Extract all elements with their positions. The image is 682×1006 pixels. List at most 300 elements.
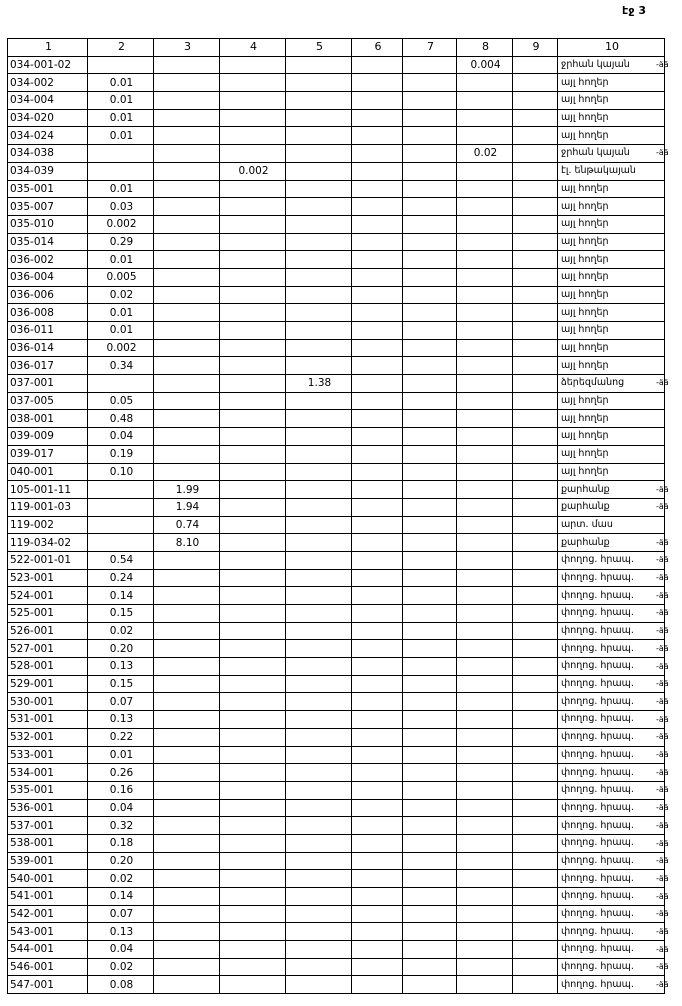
area-cell: [286, 481, 352, 499]
area-cell: [352, 375, 403, 393]
area-cell: [220, 56, 286, 74]
area-cell: [457, 74, 513, 92]
area-cell: [403, 286, 457, 304]
area-cell: [352, 286, 403, 304]
area-cell: [220, 304, 286, 322]
area-cell: [457, 728, 513, 746]
land-use-cell: փողոց. հրապ.: [558, 764, 665, 782]
area-cell: [220, 145, 286, 163]
area-cell: [286, 268, 352, 286]
area-cell: [513, 268, 558, 286]
area-cell: [220, 498, 286, 516]
land-use-cell: այլ հողեր: [558, 322, 665, 340]
area-cell: [220, 286, 286, 304]
area-cell: [403, 976, 457, 994]
area-cell: [154, 74, 220, 92]
area-cell: [286, 693, 352, 711]
land-use-cell: փողոց. հրապ.: [558, 923, 665, 941]
area-cell: [457, 251, 513, 269]
area-cell: [88, 162, 154, 180]
parcel-code-cell: 105-001-11: [8, 481, 88, 499]
area-cell: [286, 551, 352, 569]
area-cell: [403, 746, 457, 764]
area-cell: [154, 251, 220, 269]
area-cell: [457, 162, 513, 180]
land-use-cell: էլ. ենթակայան: [558, 162, 665, 180]
area-cell: [513, 923, 558, 941]
area-cell: [457, 481, 513, 499]
area-cell: 0.10: [88, 463, 154, 481]
land-use-cell: փողոց. հրապ.: [558, 781, 665, 799]
table-row: [8, 640, 665, 658]
area-cell: [286, 109, 352, 127]
area-cell: [220, 268, 286, 286]
land-use-cell: փողոց. հրապ.: [558, 551, 665, 569]
table-row: [8, 463, 665, 481]
area-cell: [457, 799, 513, 817]
area-cell: 0.01: [88, 180, 154, 198]
area-cell: [352, 905, 403, 923]
area-cell: [352, 516, 403, 534]
area-cell: [513, 852, 558, 870]
margin-mark: -ää: [656, 785, 669, 795]
area-cell: [154, 658, 220, 676]
area-cell: [352, 781, 403, 799]
table-row: [8, 481, 665, 499]
area-cell: [220, 923, 286, 941]
area-cell: [457, 286, 513, 304]
margin-mark: -ää: [656, 643, 669, 653]
area-cell: [154, 162, 220, 180]
area-cell: [286, 976, 352, 994]
parcel-code-cell: 536-001: [8, 799, 88, 817]
area-cell: [352, 428, 403, 446]
parcel-code-cell: 526-001: [8, 622, 88, 640]
area-cell: [403, 392, 457, 410]
table-row: [8, 145, 665, 163]
area-cell: [403, 498, 457, 516]
area-cell: [352, 834, 403, 852]
area-cell: [286, 127, 352, 145]
parcel-code-cell: 119-002: [8, 516, 88, 534]
area-cell: [154, 357, 220, 375]
area-cell: [286, 640, 352, 658]
area-cell: [154, 233, 220, 251]
land-use-cell: փողոց. հրապ.: [558, 834, 665, 852]
area-cell: [403, 481, 457, 499]
area-cell: [513, 428, 558, 446]
area-cell: [403, 251, 457, 269]
parcel-code-cell: 036-011: [8, 322, 88, 340]
area-cell: [403, 162, 457, 180]
parcel-code-cell: 527-001: [8, 640, 88, 658]
area-cell: [513, 799, 558, 817]
area-cell: [513, 481, 558, 499]
land-use-cell: փողոց. հրապ.: [558, 817, 665, 835]
area-cell: [286, 392, 352, 410]
area-cell: [88, 481, 154, 499]
area-cell: [513, 233, 558, 251]
area-cell: [513, 640, 558, 658]
area-cell: [286, 463, 352, 481]
area-cell: [154, 410, 220, 428]
table-row: [8, 534, 665, 552]
area-cell: [513, 392, 558, 410]
margin-mark: -ää: [656, 537, 669, 547]
area-cell: [513, 74, 558, 92]
table-row: [8, 605, 665, 623]
margin-mark: -ää: [656, 502, 669, 512]
area-cell: [513, 622, 558, 640]
area-cell: [220, 852, 286, 870]
area-cell: [220, 481, 286, 499]
land-use-cell: ջրհան կայան: [558, 56, 665, 74]
area-cell: 8.10: [154, 534, 220, 552]
area-cell: [154, 746, 220, 764]
area-cell: [513, 180, 558, 198]
parcel-code-cell: 544-001: [8, 941, 88, 959]
table-row: [8, 587, 665, 605]
area-cell: [220, 463, 286, 481]
area-cell: [403, 215, 457, 233]
area-cell: [286, 92, 352, 110]
area-cell: [286, 817, 352, 835]
parcel-code-cell: 546-001: [8, 958, 88, 976]
area-cell: 0.01: [88, 92, 154, 110]
area-cell: [457, 675, 513, 693]
table-row: [8, 162, 665, 180]
area-cell: [403, 410, 457, 428]
table-row: [8, 428, 665, 446]
table-row: [8, 74, 665, 92]
area-cell: [457, 711, 513, 729]
area-cell: 0.74: [154, 516, 220, 534]
table-row: [8, 658, 665, 676]
parcel-code-cell: 535-001: [8, 781, 88, 799]
area-cell: [286, 711, 352, 729]
area-cell: [154, 304, 220, 322]
area-cell: [403, 675, 457, 693]
area-cell: 0.02: [88, 622, 154, 640]
area-cell: [220, 799, 286, 817]
area-cell: [220, 109, 286, 127]
area-cell: [457, 339, 513, 357]
area-cell: [457, 109, 513, 127]
table-row: [8, 551, 665, 569]
margin-mark: -ää: [656, 573, 669, 582]
area-cell: [154, 693, 220, 711]
column-header: 7: [403, 39, 457, 57]
land-use-cell: այլ հողեր: [558, 127, 665, 145]
area-cell: [286, 215, 352, 233]
area-cell: 1.94: [154, 498, 220, 516]
area-cell: [220, 392, 286, 410]
parcel-code-cell: 034-002: [8, 74, 88, 92]
area-cell: [403, 56, 457, 74]
area-cell: [352, 746, 403, 764]
area-cell: 0.14: [88, 888, 154, 906]
area-cell: [220, 888, 286, 906]
table-row: [8, 622, 665, 640]
area-cell: [88, 56, 154, 74]
area-cell: [457, 551, 513, 569]
area-cell: [154, 799, 220, 817]
land-use-cell: ձերեզմանոց: [558, 375, 665, 393]
area-cell: [352, 92, 403, 110]
area-cell: [220, 587, 286, 605]
area-cell: [220, 339, 286, 357]
margin-mark: -ää: [656, 980, 669, 990]
area-cell: 0.02: [88, 870, 154, 888]
area-cell: [513, 127, 558, 145]
area-cell: [457, 781, 513, 799]
area-cell: [403, 799, 457, 817]
margin-mark: -ää: [656, 696, 669, 706]
area-cell: [154, 958, 220, 976]
area-cell: [403, 658, 457, 676]
area-cell: [513, 551, 558, 569]
area-cell: [88, 516, 154, 534]
area-cell: [352, 198, 403, 216]
area-cell: [403, 764, 457, 782]
area-cell: [352, 799, 403, 817]
area-cell: [403, 339, 457, 357]
area-cell: [457, 215, 513, 233]
area-cell: [352, 145, 403, 163]
land-parcel-table: [7, 38, 665, 994]
area-cell: [154, 764, 220, 782]
parcel-code-cell: 036-006: [8, 286, 88, 304]
area-cell: 0.01: [88, 109, 154, 127]
land-use-cell: փողոց. հրապ.: [558, 976, 665, 994]
land-use-cell: փողոց. հրապ.: [558, 587, 665, 605]
table-row: [8, 286, 665, 304]
area-cell: [154, 445, 220, 463]
area-cell: [457, 180, 513, 198]
area-cell: [154, 109, 220, 127]
parcel-code-cell: 534-001: [8, 764, 88, 782]
land-use-cell: այլ հողեր: [558, 180, 665, 198]
land-use-cell: այլ հողեր: [558, 304, 665, 322]
area-cell: [286, 958, 352, 976]
area-cell: [513, 304, 558, 322]
land-use-cell: փողոց. հրապ.: [558, 622, 665, 640]
area-cell: [286, 781, 352, 799]
area-cell: [403, 145, 457, 163]
area-cell: [403, 445, 457, 463]
area-cell: [457, 923, 513, 941]
area-cell: [352, 976, 403, 994]
area-cell: [403, 534, 457, 552]
area-cell: [513, 569, 558, 587]
area-cell: 0.02: [457, 145, 513, 163]
parcel-code-cell: 034-039: [8, 162, 88, 180]
land-use-cell: այլ հողեր: [558, 198, 665, 216]
area-cell: [513, 976, 558, 994]
area-cell: [513, 498, 558, 516]
table-row: [8, 958, 665, 976]
parcel-code-cell: 542-001: [8, 905, 88, 923]
area-cell: [220, 428, 286, 446]
area-cell: [286, 852, 352, 870]
land-use-cell: փողոց. հրապ.: [558, 658, 665, 676]
land-use-cell: փողոց. հրապ.: [558, 888, 665, 906]
parcel-code-cell: 034-001-02: [8, 56, 88, 74]
area-cell: [220, 958, 286, 976]
area-cell: [220, 215, 286, 233]
area-cell: [352, 463, 403, 481]
area-cell: [403, 74, 457, 92]
parcel-code-cell: 036-004: [8, 268, 88, 286]
area-cell: [403, 198, 457, 216]
area-cell: [403, 587, 457, 605]
area-cell: [154, 888, 220, 906]
land-use-cell: այլ հողեր: [558, 463, 665, 481]
area-cell: [513, 339, 558, 357]
table-row: [8, 375, 665, 393]
land-use-cell: այլ հողեր: [558, 74, 665, 92]
area-cell: [220, 941, 286, 959]
area-cell: [220, 445, 286, 463]
area-cell: [154, 145, 220, 163]
area-cell: [286, 622, 352, 640]
area-cell: [352, 481, 403, 499]
area-cell: 0.002: [88, 215, 154, 233]
parcel-code-cell: 034-038: [8, 145, 88, 163]
area-cell: 0.01: [88, 322, 154, 340]
area-cell: [403, 463, 457, 481]
area-cell: [403, 375, 457, 393]
area-cell: [220, 817, 286, 835]
area-cell: [286, 498, 352, 516]
area-cell: 0.07: [88, 693, 154, 711]
parcel-code-cell: 529-001: [8, 675, 88, 693]
area-cell: [352, 640, 403, 658]
area-cell: 1.99: [154, 481, 220, 499]
area-cell: [154, 675, 220, 693]
margin-mark: -ää: [656, 714, 669, 724]
area-cell: [513, 781, 558, 799]
area-cell: [403, 817, 457, 835]
area-cell: 0.19: [88, 445, 154, 463]
area-cell: [220, 781, 286, 799]
area-cell: [352, 180, 403, 198]
area-cell: [352, 392, 403, 410]
area-cell: [457, 870, 513, 888]
area-cell: [403, 569, 457, 587]
area-cell: [513, 817, 558, 835]
land-use-cell: այլ հողեր: [558, 251, 665, 269]
area-cell: 0.04: [88, 428, 154, 446]
area-cell: 0.29: [88, 233, 154, 251]
table-row: [8, 817, 665, 835]
area-cell: [286, 428, 352, 446]
area-cell: [286, 534, 352, 552]
area-cell: [154, 463, 220, 481]
margin-mark: -ää: [656, 732, 669, 742]
area-cell: [220, 640, 286, 658]
land-use-cell: այլ հողեր: [558, 215, 665, 233]
area-cell: [286, 834, 352, 852]
area-cell: [286, 233, 352, 251]
area-cell: [286, 728, 352, 746]
area-cell: [220, 976, 286, 994]
area-cell: 0.08: [88, 976, 154, 994]
area-cell: [513, 834, 558, 852]
area-cell: 0.01: [88, 251, 154, 269]
area-cell: [457, 622, 513, 640]
margin-mark: -ää: [656, 555, 669, 565]
land-use-cell: փողոց. հրապ.: [558, 605, 665, 623]
area-cell: [286, 658, 352, 676]
area-cell: [457, 905, 513, 923]
area-cell: [403, 941, 457, 959]
area-cell: [403, 304, 457, 322]
area-cell: [220, 746, 286, 764]
area-cell: [457, 834, 513, 852]
area-cell: [403, 834, 457, 852]
area-cell: [220, 622, 286, 640]
column-header: 4: [220, 39, 286, 57]
parcel-code-cell: 543-001: [8, 923, 88, 941]
area-cell: 0.20: [88, 852, 154, 870]
area-cell: [352, 304, 403, 322]
land-use-cell: փողոց. հրապ.: [558, 728, 665, 746]
area-cell: [403, 640, 457, 658]
area-cell: [154, 905, 220, 923]
area-cell: [286, 923, 352, 941]
area-cell: [352, 268, 403, 286]
margin-mark: -ää: [656, 679, 669, 689]
area-cell: [352, 357, 403, 375]
land-use-cell: փողոց. հրապ.: [558, 746, 665, 764]
area-cell: [154, 852, 220, 870]
area-cell: [457, 852, 513, 870]
land-use-cell: փողոց. հրապ.: [558, 852, 665, 870]
land-use-cell: փողոց. հրապ.: [558, 693, 665, 711]
land-use-cell: այլ հողեր: [558, 428, 665, 446]
area-cell: [352, 852, 403, 870]
area-cell: [352, 445, 403, 463]
table-row: [8, 870, 665, 888]
area-cell: [352, 888, 403, 906]
area-cell: [513, 92, 558, 110]
area-cell: [457, 516, 513, 534]
land-use-cell: այլ հողեր: [558, 233, 665, 251]
parcel-code-cell: 035-010: [8, 215, 88, 233]
table-row: [8, 109, 665, 127]
area-cell: [220, 375, 286, 393]
area-cell: 0.32: [88, 817, 154, 835]
area-cell: [403, 268, 457, 286]
area-cell: [352, 711, 403, 729]
table-row: [8, 251, 665, 269]
area-cell: [513, 322, 558, 340]
area-cell: [220, 569, 286, 587]
area-cell: [154, 817, 220, 835]
area-cell: [154, 976, 220, 994]
area-cell: [403, 870, 457, 888]
parcel-code-cell: 036-017: [8, 357, 88, 375]
area-cell: [513, 357, 558, 375]
area-cell: [286, 198, 352, 216]
area-cell: [403, 905, 457, 923]
parcel-code-cell: 531-001: [8, 711, 88, 729]
area-cell: [513, 675, 558, 693]
table-row: [8, 322, 665, 340]
table-row: [8, 92, 665, 110]
area-cell: [286, 870, 352, 888]
